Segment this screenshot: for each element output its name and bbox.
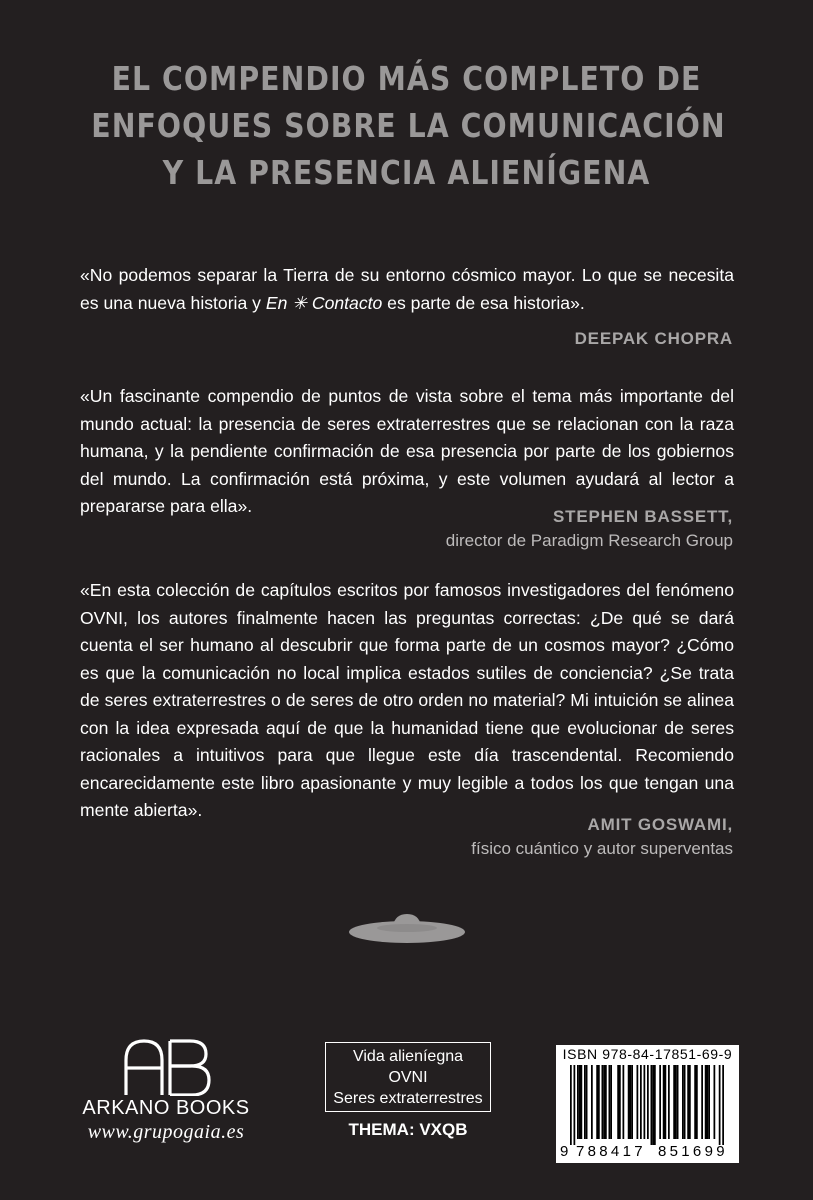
isbn-barcode <box>556 1045 739 1163</box>
barcode-bar <box>714 1065 716 1139</box>
barcode-bar <box>591 1065 593 1139</box>
author-chopra <box>575 327 733 351</box>
barcode-bar <box>694 1065 696 1139</box>
barcode-bar <box>644 1065 646 1139</box>
barcode-bar <box>609 1065 611 1139</box>
barcode-bar <box>637 1065 639 1139</box>
categories-box <box>325 1042 491 1112</box>
barcode-bar <box>682 1065 684 1139</box>
barcode-bars-icon <box>556 1065 739 1145</box>
quote-chopra-text-after: es parte de esa historia». <box>382 292 585 313</box>
barcode-bar <box>623 1065 625 1139</box>
thema-code: THEMA: VXQB <box>348 1120 468 1139</box>
barcode-bar <box>647 1065 649 1139</box>
barcode-bar <box>574 1065 576 1145</box>
barcode-bar <box>586 1065 588 1139</box>
barcode-bar <box>598 1065 600 1139</box>
author-name: AMIT GOSWAMI, <box>587 815 733 834</box>
arkano-books-logo-icon <box>120 1038 212 1096</box>
barcode-bar <box>677 1065 679 1139</box>
barcode-bar <box>619 1065 621 1139</box>
book-title-italic: En ✳ Contacto <box>265 292 383 313</box>
barcode-bar <box>665 1065 667 1139</box>
publisher-logo <box>76 1038 256 1144</box>
publisher-url[interactable]: www.grupogaia.es <box>87 1121 245 1143</box>
headline-line-2: ENFOQUES SOBRE LA COMUNICACIÓN <box>91 106 726 145</box>
barcode-bar <box>663 1065 665 1139</box>
barcode-bar <box>705 1065 707 1139</box>
barcode-bar <box>701 1065 703 1139</box>
ean-group-2: 851699 <box>658 1143 728 1160</box>
barcode-bar <box>602 1065 604 1139</box>
quote-chopra <box>80 262 734 317</box>
barcode-bar <box>617 1065 619 1139</box>
headline-line-3: Y LA PRESENCIA ALIENÍGENA <box>162 153 651 192</box>
quote-bassett: «Un fascinante compendio de puntos de vista sobre el tema más importante del mundo actual: la presencia de seres extraterrestres que se relacionan con la raza humana, y la pendiente confirmación de esa presencia por parte de los gobiernos del mundo. La confirmación está próxima, y este volumen ayudará al lector a prepararse para ella». <box>80 386 734 516</box>
ufo-icon <box>348 908 466 948</box>
barcode-bar <box>659 1065 661 1139</box>
author-bassett <box>446 505 733 553</box>
barcode-bar <box>579 1065 581 1139</box>
barcode-bar <box>628 1065 630 1139</box>
quote-chopra-text-before: «No podemos separar la Tierra de su entorno cósmico mayor. Lo que se necesita es una nueva historia y <box>80 265 734 313</box>
author-role: director de Paradigm Research Group <box>445 531 733 550</box>
barcode-bar <box>708 1065 710 1139</box>
barcode-bar <box>596 1065 598 1139</box>
barcode-bar <box>668 1065 670 1139</box>
barcode-bar <box>577 1065 579 1139</box>
quote-goswami: «En esta colección de capítulos escritos por famosos investigadores del fenómeno OVNI, los autores finalmente hacen las preguntas correctas: ¿De qué se dará cuenta el ser humano al descubrir que forma parte de un cosmos mayor? ¿Cómo es que la comunicación no local implica estados sutiles de conciencia? ¿Se trata de seres extraterrestres o de seres de otro orden no material? Mi intuición se alinea con la idea expresada aquí de que la humanidad tiene que evolucionar de seres racionales a intuitivos para que llegue este día trascendental. Recomiendo encarecidamente este libro apasionante y muy legible a todos los que tengan una mente abierta». <box>80 580 734 820</box>
ean-group-1: 788417 <box>576 1143 646 1160</box>
barcode-bar <box>640 1065 642 1139</box>
category-item: Vida alieníegna <box>352 1048 464 1065</box>
headline-line-1: EL COMPENDIO MÁS COMPLETO DE <box>111 59 702 98</box>
barcode-bar <box>675 1065 677 1139</box>
barcode-bar <box>707 1065 709 1139</box>
barcode-bar <box>652 1065 654 1145</box>
headline <box>91 55 726 196</box>
barcode-bar <box>570 1065 572 1145</box>
barcode-bar <box>719 1065 721 1145</box>
barcode-bar <box>687 1065 689 1139</box>
ean-first-digit: 9 <box>560 1143 569 1160</box>
isbn-label: ISBN 978-84-17851-69-9 <box>562 1046 733 1062</box>
barcode-bar <box>696 1065 698 1139</box>
author-name: DEEPAK CHOPRA <box>574 329 733 348</box>
barcode-bar <box>673 1065 675 1139</box>
barcode-bar <box>651 1065 653 1145</box>
barcode-bar <box>689 1065 691 1139</box>
barcode-bar <box>630 1065 632 1139</box>
barcode-bar <box>684 1065 686 1139</box>
barcode-bar <box>610 1065 612 1139</box>
barcode-bar <box>722 1065 724 1145</box>
barcode-bar <box>654 1065 656 1145</box>
barcode-bar <box>605 1065 607 1139</box>
author-name: STEPHEN BASSETT, <box>553 507 733 526</box>
barcode-bar <box>603 1065 605 1139</box>
barcode-bar <box>631 1065 633 1139</box>
publisher-name: ARKANO BOOKS <box>82 1097 250 1119</box>
author-role: físico cuántico y autor superventas <box>471 839 733 858</box>
author-goswami <box>471 813 733 861</box>
category-item: Seres extraterrestres <box>333 1090 483 1107</box>
barcode-bar <box>581 1065 583 1139</box>
barcode-bar <box>584 1065 586 1139</box>
category-item: OVNI <box>388 1069 428 1086</box>
